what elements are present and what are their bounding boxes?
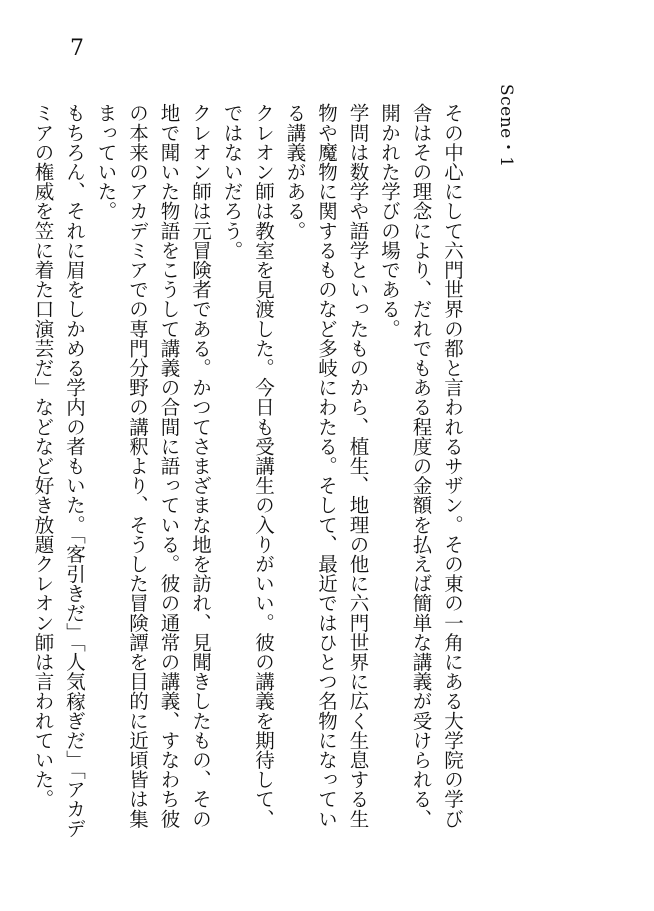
body-text <box>27 103 468 843</box>
page-number: 7 <box>70 36 84 61</box>
paragraph-4: クレオン師は元冒険者である。かつてさまざまな地を訪れ、見聞きしたもの、その地で聞いた物語をこうして講義の合間に語っている。彼の通常の講義、すなわち彼の本来のアカデミアでの専門分野の講釈より、そうした冒険譚を目的に近頃皆は集まっていた。 <box>94 103 212 829</box>
paragraph-5: もちろん、それに眉をしかめる学内の者もいた。「客引きだ」「人気稼ぎだ」「アカデミアの権威を笠に着た口演芸だ」などなど好き放題クレオン師は言われていた。 <box>31 103 86 839</box>
paragraph-3: クレオン師は教室を見渡した。今日も受講生の入りがいい。彼の講義を期待して、ではないだろう。 <box>220 103 275 829</box>
paragraph-2: 学問は数学や語学といったものから、植生、地理の他に六門世界に広く生息する生物や魔物に関するものなど多岐にわたる。そして、最近ではひとつ名物になっている講義がある。 <box>283 103 370 829</box>
paragraph-1: その中心にして六門世界の都と言われるサザン。その東の一角にある大学院の学び舎はその理念により、だれでもある程度の金額を払えば簡単な講義が受けられる、開かれた学びの場である。 <box>378 103 464 829</box>
scene-label: Scene・1 <box>496 84 516 168</box>
